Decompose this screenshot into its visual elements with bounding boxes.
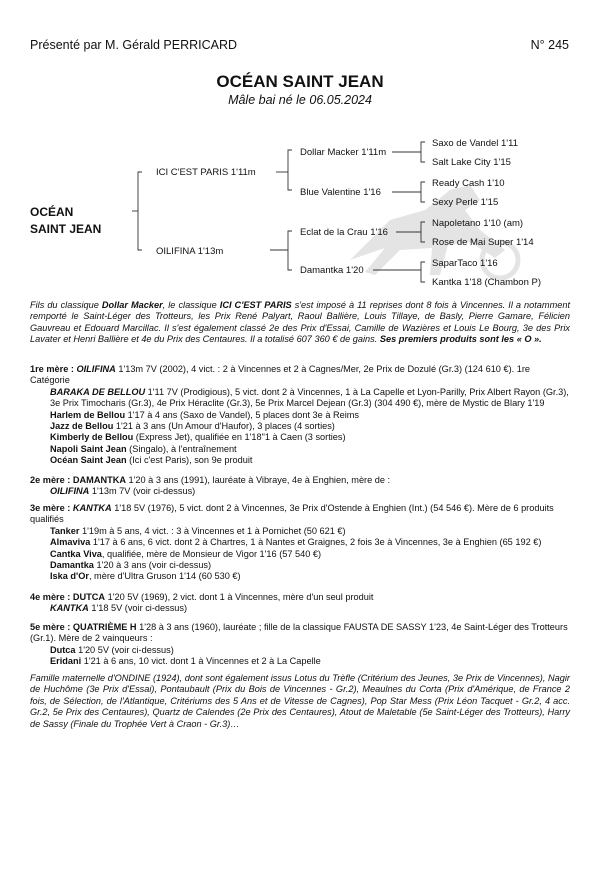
mere-4-section	[30, 592, 570, 615]
mere-1-section	[30, 364, 570, 467]
mere-4-name: DUTCA	[72, 592, 106, 602]
product-name: Kimberly de Bellou	[50, 432, 134, 443]
pedigree-dam: OILIFINA 1'13m	[156, 246, 224, 257]
pedigree-dss: Napoletano 1'10 (am)	[432, 218, 524, 229]
product-text: 1'21 à 6 ans, 10 vict. dont 1 à Vincennes et 2 à La Capelle	[81, 656, 321, 667]
intro-text-1: Fils du classique	[30, 300, 102, 310]
product-text: 1'11 7V (Prodigious), 5 vict. dont 2 à Vincennes, 1 à La Capelle et Lyon-Parilly, Prix Albert Rayon (Gr.3), 3e Prix Timocharis (Gr.3), 4e Prix Héraclite (Gr.3), 5e Prix Marcel Dejean (Gr.3) (304 490 €), mère de Mystic de Blary 1'19	[50, 386, 569, 409]
pedigree-sss: Saxo de Vandel 1'11	[432, 138, 518, 149]
mere-5-text: 1'28 à 3 ans (1960), lauréate ; fille de la classique FAUSTA DE SASSY 1'23, 4e Saint-Léger des Trotteurs (Gr.1). Mère de 2 vainqueurs :	[30, 622, 568, 644]
intro-bold-1: Dollar Macker	[101, 300, 163, 310]
product-text: (Express Jet), qualifiée en 1'18"1 à Caen (3 sorties)	[133, 432, 346, 443]
product-name: Dutca	[50, 644, 76, 655]
mere-3-name: KANTKA	[72, 503, 112, 513]
mere-5-label: 5e mère :	[30, 622, 73, 632]
product-name: Damantka	[50, 560, 94, 571]
product-name: Océan Saint Jean	[50, 455, 127, 466]
mere-3-text: 1'18 5V (1976), 5 vict. dont 2 à Vincennes, 3e Prix d'Ostende à Enghien (Int.) (54 546 €). Mère de 6 produits qualifiés	[30, 503, 554, 525]
mere-1-label: 1re mère :	[30, 364, 77, 374]
mere-5-name: QUATRIÈME H	[72, 622, 137, 632]
product-text: 1'13m 7V (voir ci-dessus)	[89, 486, 196, 497]
product-name: Napoli Saint Jean	[50, 443, 127, 454]
pedigree-ssd: Salt Lake City 1'15	[432, 157, 511, 168]
product-text: , mère d'Ultra Gruson 1'14 (60 530 €)	[88, 571, 241, 582]
pedigree-sire-sire: Dollar Macker 1'11m	[300, 147, 387, 158]
mere-2-text: 1'20 à 3 ans (1991), lauréate à Vibraye, 4e à Enghien, mère de :	[125, 475, 391, 485]
mere-3-section	[30, 503, 570, 583]
product-name: OILIFINA	[50, 486, 90, 497]
pedigree-sire-dam: Blue Valentine 1'16	[300, 187, 381, 198]
mere-5-section	[30, 622, 570, 668]
pedigree-ddd: Kantka 1'18 (Chambon P)	[432, 277, 542, 288]
mere-1-text: 1'13m 7V (2002), 4 vict. : 2 à Vincennes et 2 à Cagnes/Mer, 2e Prix de Dozulé (Gr.3) (124 610 €). 1re Catégorie	[30, 364, 531, 386]
lot-number: N° 245	[530, 38, 569, 52]
pedigree-name-line2: SAINT JEAN	[30, 222, 102, 236]
product-name: Jazz de Bellou	[50, 421, 114, 432]
pedigree-dsd: Rose de Mai Super 1'14	[432, 237, 534, 248]
product-name: Almaviva	[50, 537, 91, 548]
pedigree-dam-dam: Damantka 1'20	[300, 265, 364, 276]
product-text: 1'17 à 4 ans (Saxo de Vandel), 5 places dont 3e à Reims	[125, 409, 360, 420]
horse-title: OCÉAN SAINT JEAN	[216, 72, 384, 91]
product-text: 1'20 à 3 ans (voir ci-dessus)	[93, 560, 212, 571]
intro-bold-2: ICI C'EST PARIS	[219, 300, 292, 310]
mere-4-text: 1'20 5V (1969), 2 vict. dont 1 à Vincennes, mère d'un seul produit	[105, 592, 374, 602]
mere-2-label: 2e mère :	[30, 475, 73, 485]
product-name: Eridani	[50, 656, 82, 667]
pedigree-sds: Ready Cash 1'10	[432, 178, 505, 189]
product-text: 1'21 à 3 ans (Un Amour d'Haufor), 3 places (4 sorties)	[113, 421, 335, 432]
product-name: Harlem de Bellou	[50, 409, 126, 420]
product-text: 1'19m à 5 ans, 4 vict. : 3 à Vincennes et 1 à Pornichet (50 621 €)	[79, 525, 346, 536]
horse-description: Mâle bai né le 06.05.2024	[228, 93, 372, 107]
pedigree-dam-sire: Eclat de la Crau 1'16	[300, 227, 388, 238]
presenter-line: Présenté par M. Gérald PERRICARD	[30, 38, 238, 52]
sire-intro	[30, 300, 570, 346]
product-text: 1'18 5V (voir ci-dessus)	[88, 603, 188, 614]
mere-2-name: DAMANTKA	[72, 475, 126, 485]
product-text: 1'20 5V (voir ci-dessus)	[75, 644, 174, 655]
product-name: Iska d'Or	[50, 571, 89, 582]
intro-text-2: , le classique	[162, 300, 220, 310]
product-text: (Ici c'est Paris), son 9e produit	[126, 455, 253, 466]
family-paragraph: Famille maternelle d'ONDINE (1924), dont sont également issus Lotus du Trèfle (Critérium des Jeunes, 3e Prix de Vincennes), Nagir de Huchôme (3e Prix d'Essai), Pontaubault (Prix du Bois de Vincennes - Gr.2), Meaulnes du Corta (Prix d'Amérique, de France 2 fois, de Sélection, de l'Atlantique, Critériums des 5 Ans et de Vitesse de Cagnes), Pop Star Mess (Prix Léon Tacquet - Gr.2, 4 acc. Gr.2, 5e Prix des Centaures), Quartz de Calendes (2e Prix des Centaures), Atout de Maletable (5e Saint-Léger des Trotteurs), Harry de Sassy (Finale du Trophée Vert à Craon - Gr.3)…	[30, 673, 570, 729]
pedigree-horse-name	[30, 204, 101, 238]
product-name: Tanker	[50, 525, 80, 536]
product-text: (Singalo), à l'entraînement	[126, 443, 237, 454]
product-text: 1'17 à 6 ans, 6 vict. dont 2 à Chartres, 1 à Nantes et Graignes, 2 fois 3e à Vincennes, 3e à Enghien (65 192 €)	[90, 537, 542, 548]
pedigree-sdd: Sexy Perle 1'15	[432, 197, 499, 208]
product-name: BARAKA DE BELLOU	[50, 386, 146, 397]
mere-2-section	[30, 475, 570, 498]
pedigree-sire: ICI C'EST PARIS 1'11m	[156, 167, 256, 178]
intro-bold-3: Ses premiers produits sont les « O ».	[379, 334, 542, 345]
product-text: , qualifiée, mère de Monsieur de Vigor 1'16 (57 540 €)	[101, 548, 322, 559]
mere-3-label: 3e mère :	[30, 503, 73, 513]
pedigree-dds: SaparTaco 1'16	[432, 258, 498, 269]
mere-1-name: OILIFINA	[76, 364, 116, 374]
product-name: Cantka Viva	[50, 548, 102, 559]
intro-text-3: s'est imposé à 11 reprises dont 8 fois à Vincennes. Il a notamment remporté le Saint-Léger des Trotteurs, les Prix René Palyart, Raoul Ballière, Louis Tillaye, de Basly, Pierre Gamare, Félicien Gauvreau et Edouard Marcillac. Il s'est également classé 2e des Prix d'Essai, Camille de Wazières et Louis Le Bourg, 3e des Prix Lavater et Henri Ballière et 4e du Prix des Centaures. Il a totalisé 607 360 € de gains.	[30, 300, 570, 345]
pedigree-name-line1: OCÉAN	[30, 205, 74, 219]
mere-4-label: 4e mère :	[30, 592, 73, 602]
product-name: KANTKA	[50, 603, 89, 614]
